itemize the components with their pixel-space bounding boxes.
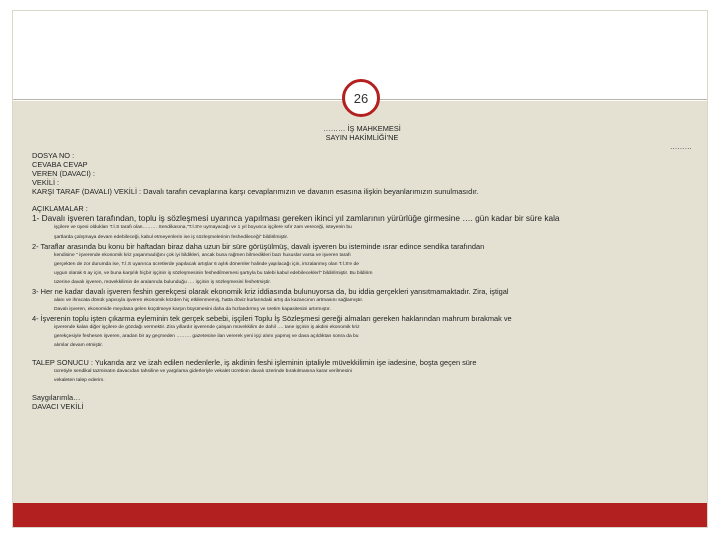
court-title: ……… İŞ MAHKEMESİ	[323, 124, 401, 133]
request-section	[32, 358, 692, 385]
page-number: 26	[353, 90, 369, 106]
explanation-item-4	[32, 314, 692, 350]
item-line: alanı ve ihracata dönük yapısıyla işveren ekonomik krizden hiç etkilenmemiş, hatta döviz kurlarındaki artış da kazancının artmasını sağlamıştır.	[54, 297, 364, 303]
request-line: ücretiyle sendikal tazminatın davacıdan tahsiline ve yargılama giderleriyle vekalet ücretinin davalı üzerinde bırakılmasına karar verilmesini	[54, 368, 352, 374]
item-line: 1- Davalı işveren tarafından, toplu iş sözleşmesi uyarınca yapılması gereken ikinci yıl zamlarının yürürlüğe girmesine …. gün kadar bir süre kala	[32, 213, 560, 223]
closing-text: Saygılarımla…	[32, 392, 81, 402]
item-line: gerekçesiyle feshesen işveren, aradan bir ay geçmeden ……… gazetesine ilan vererek yeni işçi alımı yapmış ve dava açıldıktan sonra da bu	[54, 333, 359, 339]
explanation-item-2	[32, 242, 692, 287]
item-line: işçilere ve üyesi oldukları T.İ.S tarafı olan……… Sendikasına,"T.İ.S'e uymayacağı ve 1 yıl boyunca işçilere sıfır zam vereceği, isteyenin bu	[54, 225, 352, 230]
item-line: 3- Her ne kadar davalı işveren feshin gerekçesi olarak ekonomik kriz iddiasında bulunuyorsa da, bu iddia gerçekleri yansıtmamaktadır. Zira, iştigal	[32, 286, 509, 296]
item-line: işverende kalan diğer işçilere de gözdağı vermektir. Zira yıllardır işverende çalışan müvekkilim de dahil …. tane işçinin iş akdini ekonomik kriz	[54, 324, 360, 330]
request-line: TALEP SONUCU : Yukarıda arz ve izah edilen nedenlerle, iş akdinin feshi işleminin iptaliyle müvekkilimin işe iadesine, boşta geçen süre	[32, 357, 477, 367]
explanation-item-3	[32, 287, 692, 314]
item-line: şartlarda çalışmaya devam edebileceği, kabul etmeyenlerin ise iş sözleşmelerinin feshedileceği" bildirilmiştir.	[54, 234, 289, 240]
page-number-badge	[342, 79, 380, 117]
field-plaintiff: VEREN (DAVACI) :	[32, 169, 95, 178]
field-list	[32, 151, 692, 196]
field-attorney: VEKİLİ :	[32, 178, 60, 187]
item-line: alımlar devam etmiştir.	[54, 342, 103, 348]
item-line: üzerine davalı işveren, müvekkilimin de aralarında bulunduğu …. işçinin iş sözleşmesini feshetmiştir.	[54, 279, 271, 285]
file-number-dots: ………	[669, 142, 692, 151]
item-line: gerçekten de zor durumda ise, T.İ.S uyarınca ücretlerde yapılacak artışlar 6 aylık dönemler halinde yapılacağı için, imzalanmış olan T.İ.S'e de	[54, 261, 359, 267]
field-reply: CEVABA CEVAP	[32, 160, 88, 169]
request-line: vekaleten talep ederim.	[54, 377, 105, 383]
explanation-item-1	[32, 213, 692, 242]
item-line: Davalı işveren, ekonomide meydana gelen küçülmeye karşın büyümesini daha da hızlandırmış ve üretim kapasitesini artırmıştır.	[54, 306, 331, 312]
petition-document	[32, 124, 692, 411]
item-line: uygun olarak 6 ay için, ve buna karşılık hiçbir işçinin iş sözleşmesinin feshedilmemesi şartıyla bu talebi kabul edebileceklerl" bildirilmiştir. Bu bildirim	[54, 270, 373, 276]
item-line: kendisine " işverende ekonomik kriz yaşanmadığını çok iyi bildikleri, ancak buna rağmen bilmedikleri bazı hususlar varsa ve işveren tarafı	[54, 252, 351, 258]
item-line: 4- İşverenin toplu işten çıkarma eyleminin tek gerçek sebebi, işçileri Toplu İş Sözleşmesi gereği almaları gereken haklarından mahrum bırakmak ve	[32, 313, 512, 323]
signature-text: DAVACI VEKİLİ	[32, 401, 84, 411]
footer-accent-bar	[13, 503, 707, 527]
field-opposing-attorney: KARŞI TARAF (DAVALI) VEKİLİ : Davalı tarafın cevaplarına karşı cevaplarımızın ve davanın esasına ilişkin beyanlarımızın sunulmasıdır.	[32, 187, 479, 196]
field-file-no: DOSYA NO :	[32, 151, 75, 160]
item-line: 2- Taraflar arasında bu konu bir haftadan biraz daha uzun bir süre görüşülmüş, davalı işveren bu isteminde ısrar edince sendika tarafından	[32, 241, 485, 251]
explanations-heading: AÇIKLAMALAR :	[32, 204, 88, 213]
address-line: SAYIN HAKİMLİĞİ'NE	[325, 133, 399, 142]
